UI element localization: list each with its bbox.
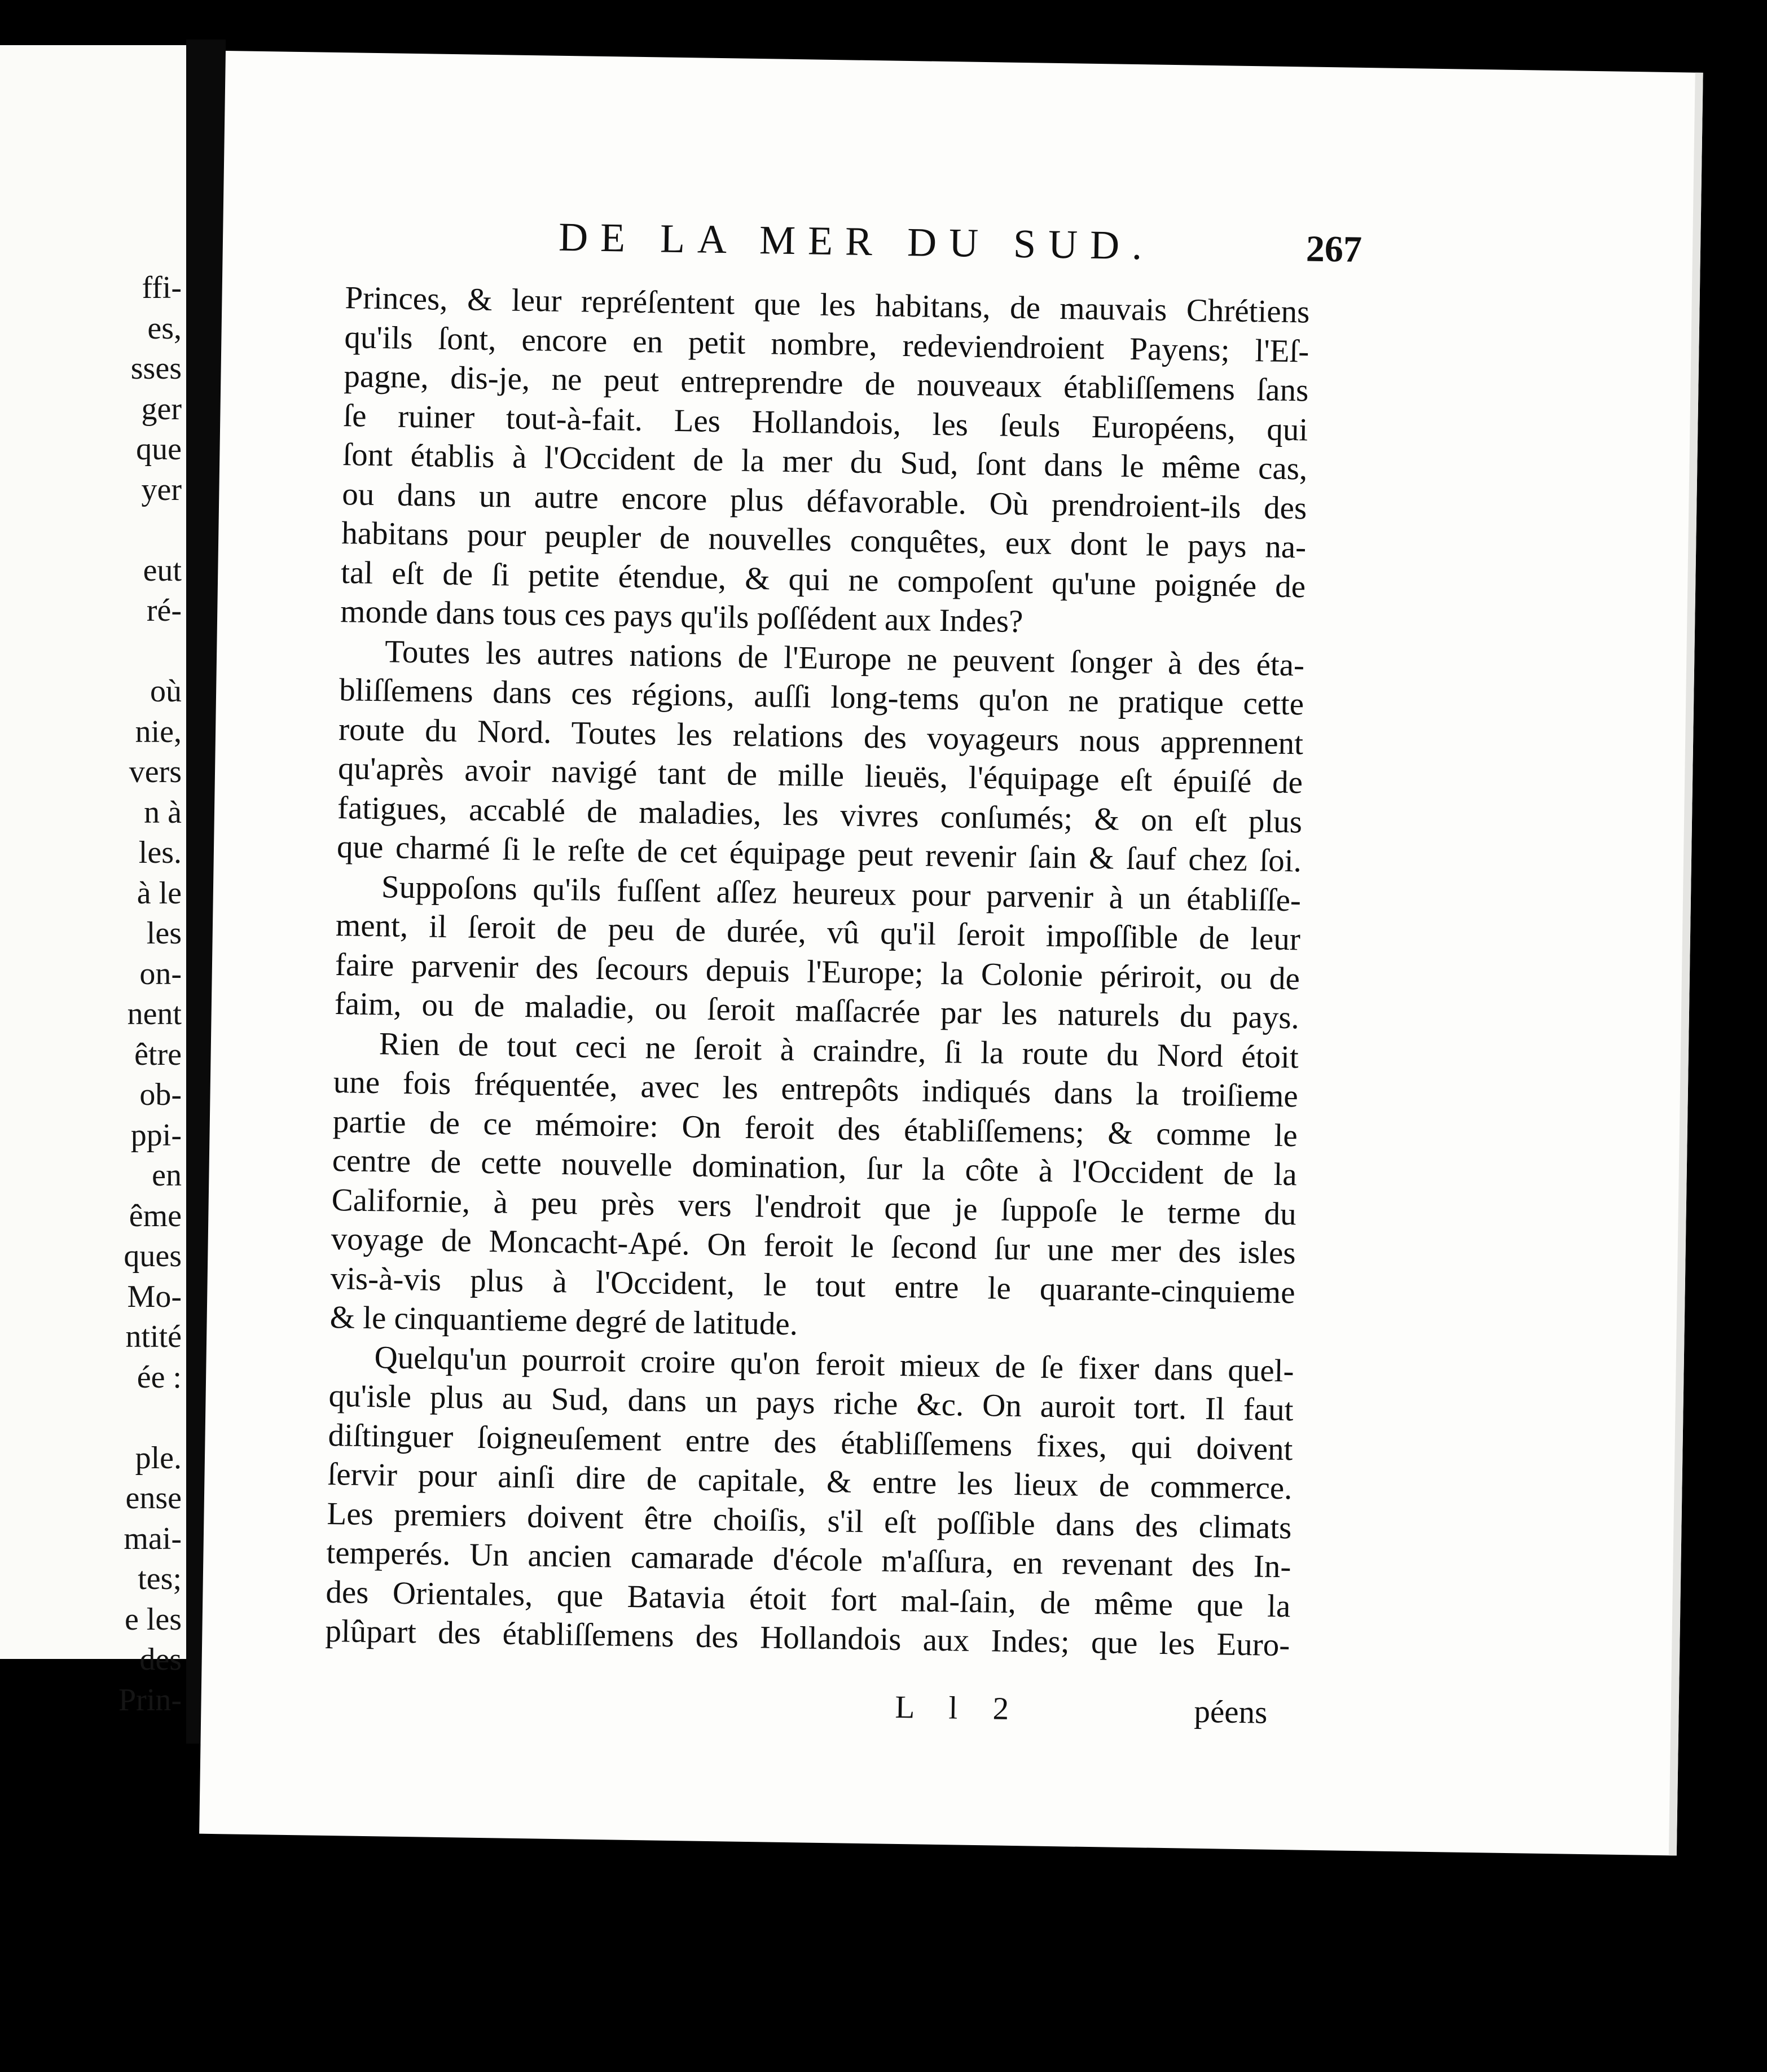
facing-page-fragment: ffi- — [142, 270, 182, 305]
text-line: Rien de tout ceci ne ſeroit à craindre, ſi la route du Nord étoit — [379, 1025, 1299, 1075]
text-line: ſervir pour ainſi dire de capitale, & entre les lieux de commerce. — [327, 1456, 1293, 1507]
facing-page-fragment: ob- — [139, 1077, 182, 1112]
text-line: que charmé ſi le reſte de cet équipage peut revenir ſain & ſauf chez ſoi. — [336, 829, 1302, 879]
facing-page-fragment: à le — [137, 875, 182, 911]
text-line: qu'ils ſont, encore en petit nombre, redeviendroient Payens; l'Eſ- — [344, 319, 1309, 370]
text-line: & le cinquantieme degré de latitude. — [329, 1299, 798, 1342]
text-line: Quelqu'un pourroit croire qu'on feroit mieux de ſe fixer dans quel- — [374, 1339, 1294, 1389]
text-line: bliſſemens dans ces régions, auſſi long-tems qu'on ne pratique cette — [339, 672, 1304, 722]
text-line: ment, il ſeroit de peu de durée, vû qu'il ſeroit impoſſible de leur — [335, 907, 1301, 958]
text-line: Toutes les autres nations de l'Europe ne peuvent ſonger à des éta- — [384, 633, 1305, 683]
facing-page-fragment: Prin- — [118, 1682, 182, 1718]
facing-page-fragment: Mo- — [127, 1279, 182, 1314]
facing-page-fragment: les. — [138, 835, 182, 870]
facing-page-fragment: ense — [125, 1481, 182, 1516]
facing-page-fragment: on- — [139, 956, 182, 991]
text-line: habitans pour peupler de nouvelles conquêtes, eux dont le pays na- — [341, 515, 1307, 565]
facing-page-fragment: ques — [124, 1239, 182, 1274]
text-line: partie de ce mémoire: On feroit des établiſſemens; & comme le — [332, 1103, 1298, 1153]
text-line: des Orientales, que Batavia étoit fort mal-ſain, de même que la — [326, 1574, 1291, 1624]
facing-page-text-fragments — [118, 268, 182, 1720]
facing-page-fragment: ême — [129, 1198, 182, 1233]
text-line: faim, ou de maladie, ou ſeroit maſſacrée par les naturels du pays. — [334, 986, 1300, 1036]
facing-page-fragment: être — [134, 1037, 182, 1072]
text-line: faire parvenir des ſecours depuis l'Europe; la Colonie périroit, ou de — [335, 946, 1300, 997]
facing-page-fragment — [118, 1398, 182, 1438]
facing-page-fragment: mai- — [124, 1521, 182, 1556]
facing-page-fragment: ple. — [135, 1440, 182, 1476]
text-line: tal eſt de ſi petite étendue, & qui ne compoſent qu'une poignée de — [340, 554, 1306, 604]
page-number: 267 — [1306, 228, 1362, 270]
facing-page-fragment: nent — [127, 997, 182, 1031]
facing-page-fragment: en — [152, 1158, 182, 1193]
text-line: Princes, & leur repréſentent que les habitans, de mauvais Chrétiens — [345, 280, 1310, 330]
facing-page-fragment — [118, 510, 182, 551]
text-line: pagne, dis-je, ne peut entreprendre de nouveaux établiſſemens ſans — [344, 358, 1309, 409]
text-line: vis-à-vis plus à l'Occident, le tout entre le quarante-cinquieme — [330, 1260, 1296, 1310]
book-page — [199, 51, 1703, 1856]
text-line: fatigues, accablé de maladies, les vivres conſumés; & on eſt plus — [337, 789, 1303, 840]
facing-page-fragment — [118, 631, 182, 672]
facing-page-fragment: sses — [130, 351, 182, 386]
text-line: qu'après avoir navigé tant de mille lieuës, l'équipage eſt épuiſé de — [337, 750, 1303, 801]
text-line: monde dans tous ces pays qu'ils poſſédent aux Indes? — [340, 594, 1023, 640]
text-line: route du Nord. Toutes les relations des voyageurs nous apprennent — [338, 711, 1304, 761]
text-line: Les premiers doivent être choiſis, s'il eſt poſſible dans des climats — [327, 1495, 1292, 1546]
facing-page-fragment: eut — [143, 552, 182, 588]
text-line: temperés. Un ancien camarade d'école m'aſſura, en revenant des In- — [326, 1534, 1291, 1585]
facing-page-fragment: es, — [147, 310, 182, 346]
facing-page-fragment: yer — [141, 472, 182, 507]
text-line: voyage de Moncacht-Apé. On feroit le ſecond ſur une mer des isles — [331, 1221, 1296, 1271]
text-line: Suppoſons qu'ils fuſſent aſſez heureux pour parvenir à un établiſſe- — [381, 868, 1302, 918]
printer-signature: L l 2 — [895, 1689, 1023, 1727]
facing-page-fragment: ée : — [137, 1359, 182, 1395]
facing-page-fragment: nie, — [135, 714, 182, 749]
text-line: ſe ruiner tout-à-fait. Les Hollandois, les ſeuls Européens, qui — [342, 397, 1308, 448]
text-line: centre de cette nouvelle domination, ſur la côte à l'Occident de la — [332, 1143, 1298, 1193]
catchword: péens — [1194, 1693, 1268, 1731]
text-line: ou dans un autre encore plus défavorable. Où prendroient-ils des — [341, 476, 1307, 526]
text-line: plûpart des établiſſemens des Hollandois aux Indes; que les Euro- — [325, 1613, 1290, 1663]
running-head: DE LA MER DU SUD. — [558, 214, 1155, 269]
facing-page-fragment: vers — [129, 754, 182, 789]
facing-page — [0, 45, 186, 1718]
body-text — [325, 278, 1310, 1665]
text-line: qu'isle plus au Sud, dans un pays riche &c. On auroit tort. Il faut — [328, 1377, 1294, 1428]
facing-page-fragment: e les — [124, 1601, 182, 1637]
facing-page-fragment: ntité — [125, 1319, 182, 1354]
text-line: ſont établis à l'Occident de la mer du Sud, ſont dans le même cas, — [342, 437, 1308, 487]
text-line: Californie, à peu près vers l'endroit que je ſuppoſe le terme du — [331, 1182, 1297, 1232]
facing-page-fragment: des — [139, 1642, 182, 1677]
facing-page-fragment: que — [136, 432, 182, 467]
facing-page-fragment: n à — [144, 794, 182, 830]
text-line: une fois fréquentée, avec les entrepôts indiqués dans la troiſieme — [333, 1064, 1299, 1114]
facing-page-fragment: où — [150, 674, 182, 709]
text-line: diſtinguer ſoigneuſement entre des établiſſemens fixes, qui doivent — [328, 1417, 1293, 1467]
facing-page-fragment: tes; — [138, 1561, 182, 1596]
facing-page-fragment: ger — [141, 391, 182, 427]
facing-page-fragment: ppi- — [130, 1117, 182, 1153]
facing-page-fragment: les — [146, 916, 182, 951]
facing-page-fragment: ré- — [146, 593, 182, 628]
